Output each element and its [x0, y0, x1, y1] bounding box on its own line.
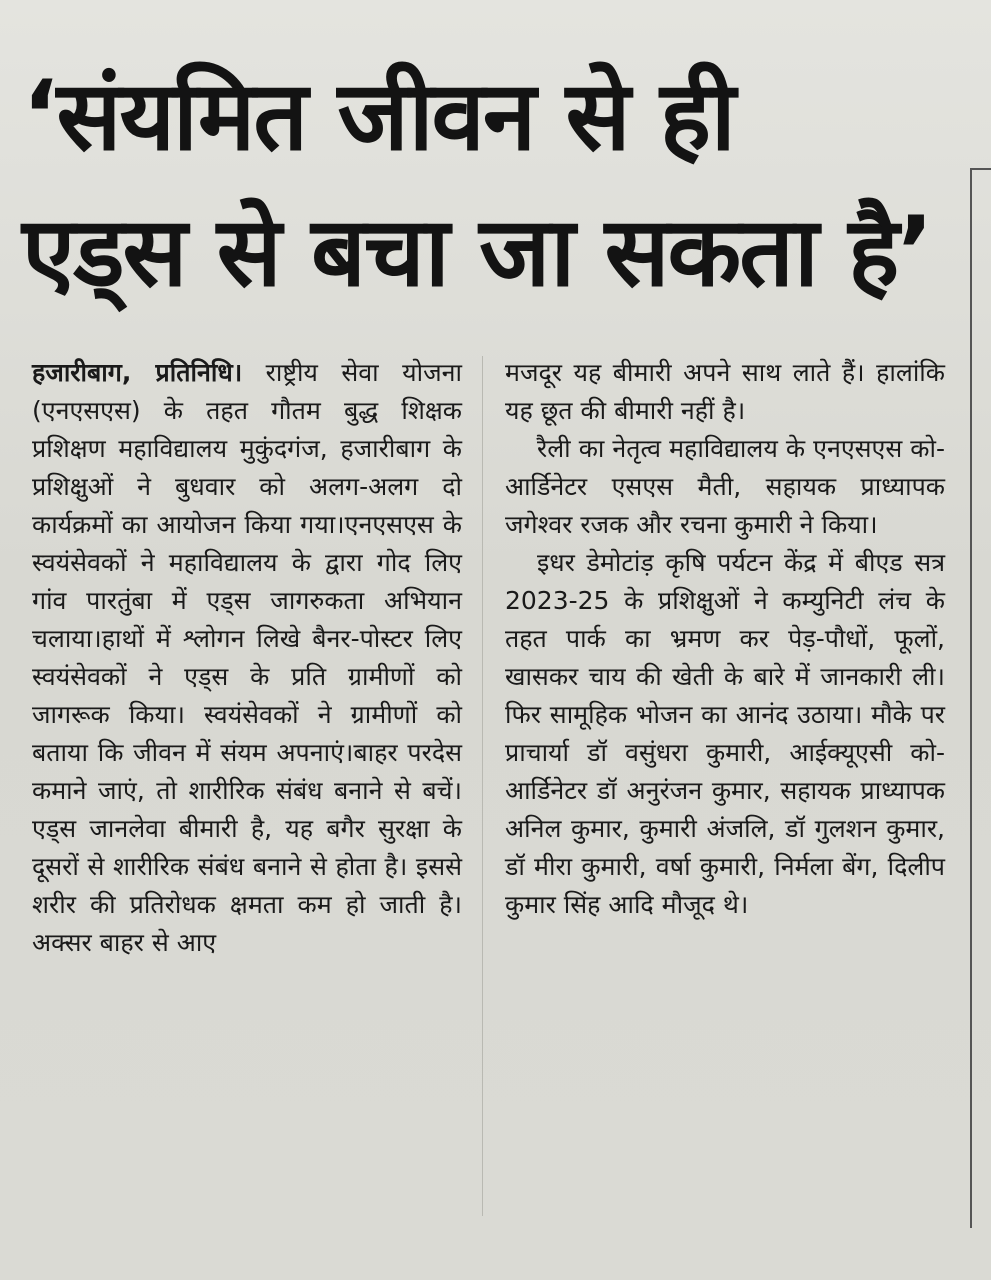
dateline: हजारीबाग, प्रतिनिधि। [32, 358, 243, 387]
column-divider [482, 356, 483, 1216]
headline-line-2: एड्स से बचा जा सकता है’ [22, 196, 932, 308]
adjacent-column-border-cap [970, 168, 991, 170]
article-column-left [32, 354, 462, 962]
headline [22, 48, 932, 320]
article-paragraph-rally: रैली का नेतृत्व महाविद्यालय के एनएसएस को-आर्डिनेटर एसएस मैती, सहायक प्राध्यापक जगेश्वर रजक और रचना कुमारी ने किया। [505, 434, 945, 539]
adjacent-column-border [970, 168, 972, 1228]
article-paragraph-continued: मजदूर यह बीमारी अपने साथ लाते हैं। हालांकि यह छूत की बीमारी नहीं है। [505, 358, 945, 425]
article-paragraph-1 [32, 354, 462, 962]
article-body-left: राष्ट्रीय सेवा योजना (एनएसएस) के तहत गौतम बुद्ध शिक्षक प्रशिक्षण महाविद्यालय मुकुंदगंज, हजारीबाग के प्रशिक्षुओं ने बुधवार को अलग-अलग दो कार्यक्रमों का आयोजन किया गया।एनएसएस के स्वयंसेवकों ने महाविद्यालय के द्वारा गोद लिए गांव पारतुंबा में एड्स जागरुकता अभियान चलाया।हाथों में श्लोगन लिखे बैनर-पोस्टर लिए स्वयंसेवकों ने एड्स के प्रति ग्रामीणों को जागरूक किया। स्वयंसेवकों ने ग्रामीणों को बताया कि जीवन में संयम अपनाएं।बाहर परदेस कमाने जाएं, तो शारीरिक संबंध बनाने से बचें। एड्स जानलेवा बीमारी है, यह बगैर सुरक्षा के दूसरों से शारीरिक संबंध बनाने से होता है। इससे शरीर की प्रतिरोधक क्षमता कम हो जाती है। अक्सर बाहर से आए [32, 358, 462, 957]
article-column-right [505, 354, 945, 924]
headline-line-1: ‘संयमित जीवन से ही [22, 60, 734, 172]
article-paragraph-community-lunch: इधर डेमोटांड़ कृषि पर्यटन केंद्र में बीएड सत्र 2023-25 के प्रशिक्षुओं ने कम्युनिटी लंच के तहत पार्क का भ्रमण कर पेड़-पौधों, फूलों, खासकर चाय की खेती के बारे में जानकारी ली।फिर सामूहिक भोजन का आनंद उठाया। मौके पर प्राचार्या डॉ वसुंधरा कुमारी, आईक्यूएसी को-आर्डिनेटर डॉ अनुरंजन कुमार, सहायक प्राध्यापक अनिल कुमार, कुमारी अंजलि, डॉ गुलशन कुमार, डॉ मीरा कुमारी, वर्षा कुमारी, निर्मला बेंग, दिलीप कुमार सिंह आदि मौजूद थे। [505, 548, 945, 919]
